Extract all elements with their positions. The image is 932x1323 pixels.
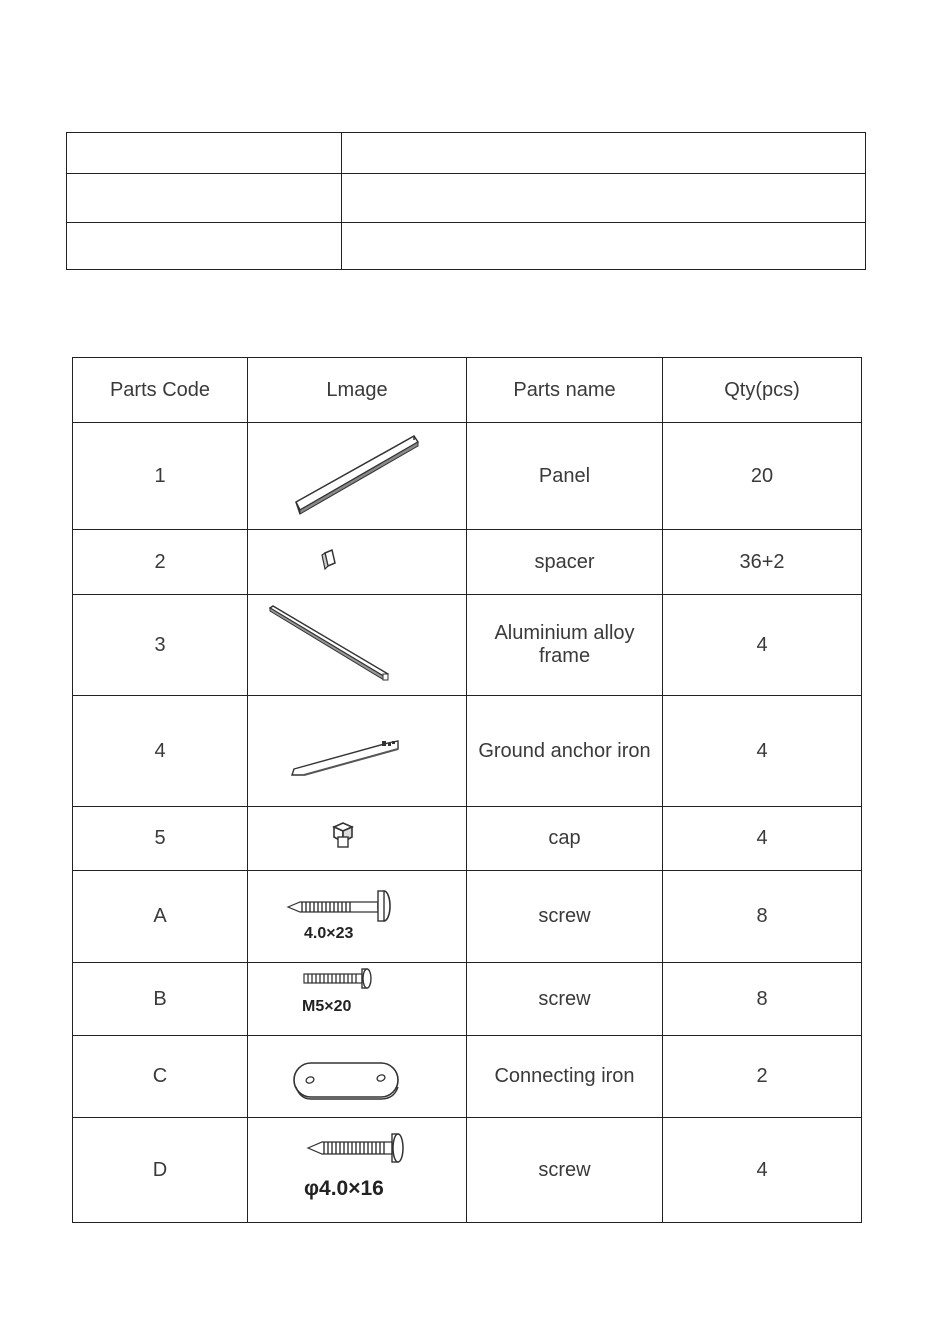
part-code: 2: [73, 530, 248, 595]
table-row: [67, 223, 866, 270]
bolt-icon: [248, 964, 467, 1035]
table-row: [73, 423, 862, 530]
frame-icon: [248, 596, 467, 695]
header-parts-name: Parts name: [467, 358, 663, 423]
screw-icon: [248, 1119, 467, 1222]
table-row: [73, 696, 862, 807]
part-qty: 8: [663, 871, 862, 963]
part-name: spacer: [467, 530, 663, 595]
part-code: 5: [73, 807, 248, 871]
part-image: [248, 963, 467, 1036]
screw-icon: [248, 872, 467, 962]
connecting-iron-icon: [248, 1037, 467, 1117]
part-qty: 20: [663, 423, 862, 530]
part-image: [248, 871, 467, 963]
cap-icon: [248, 808, 467, 870]
part-qty: 4: [663, 595, 862, 696]
part-name: Connecting iron: [467, 1036, 663, 1118]
part-code: A: [73, 871, 248, 963]
table-cell: [67, 133, 342, 174]
part-image-label: M5×20: [302, 997, 352, 1015]
table-row: [67, 174, 866, 223]
header-image: Lmage: [248, 358, 467, 423]
table-row: [73, 807, 862, 871]
part-image: [248, 595, 467, 696]
table-cell: [342, 133, 866, 174]
part-image: [248, 696, 467, 807]
part-image-label: φ4.0×16: [304, 1176, 384, 1200]
part-name: screw: [467, 963, 663, 1036]
part-qty: 4: [663, 1118, 862, 1223]
part-code: 3: [73, 595, 248, 696]
part-name: screw: [467, 1118, 663, 1223]
header-qty: Qty(pcs): [663, 358, 862, 423]
part-name: cap: [467, 807, 663, 871]
table-row: [73, 530, 862, 595]
part-qty: 8: [663, 963, 862, 1036]
part-image: [248, 1118, 467, 1223]
part-image: [248, 530, 467, 595]
part-qty: 4: [663, 807, 862, 871]
table-cell: [342, 223, 866, 270]
part-image: [248, 423, 467, 530]
part-image-label: 4.0×23: [304, 924, 354, 942]
table-cell: [67, 174, 342, 223]
table-cell: [67, 223, 342, 270]
table-row: [73, 1118, 862, 1223]
part-name: Panel: [467, 423, 663, 530]
part-code: D: [73, 1118, 248, 1223]
part-code: 1: [73, 423, 248, 530]
part-code: C: [73, 1036, 248, 1118]
table-row: [73, 871, 862, 963]
table-header-row: [73, 358, 862, 423]
table-row: [67, 133, 866, 174]
header-parts-code: Parts Code: [73, 358, 248, 423]
header-info-table: [66, 132, 866, 270]
part-name: screw: [467, 871, 663, 963]
part-name: Ground anchor iron: [467, 696, 663, 807]
parts-list-table: [72, 357, 862, 1223]
spacer-icon: [248, 531, 467, 594]
part-image: [248, 1036, 467, 1118]
part-qty: 36+2: [663, 530, 862, 595]
panel-icon: [248, 424, 467, 529]
part-code: 4: [73, 696, 248, 807]
part-qty: 4: [663, 696, 862, 807]
table-row: [73, 1036, 862, 1118]
table-row: [73, 963, 862, 1036]
table-row: [73, 595, 862, 696]
part-name: Aluminium alloy frame: [467, 595, 663, 696]
part-image: [248, 807, 467, 871]
ground-anchor-icon: [248, 697, 467, 806]
part-qty: 2: [663, 1036, 862, 1118]
part-code: B: [73, 963, 248, 1036]
table-cell: [342, 174, 866, 223]
